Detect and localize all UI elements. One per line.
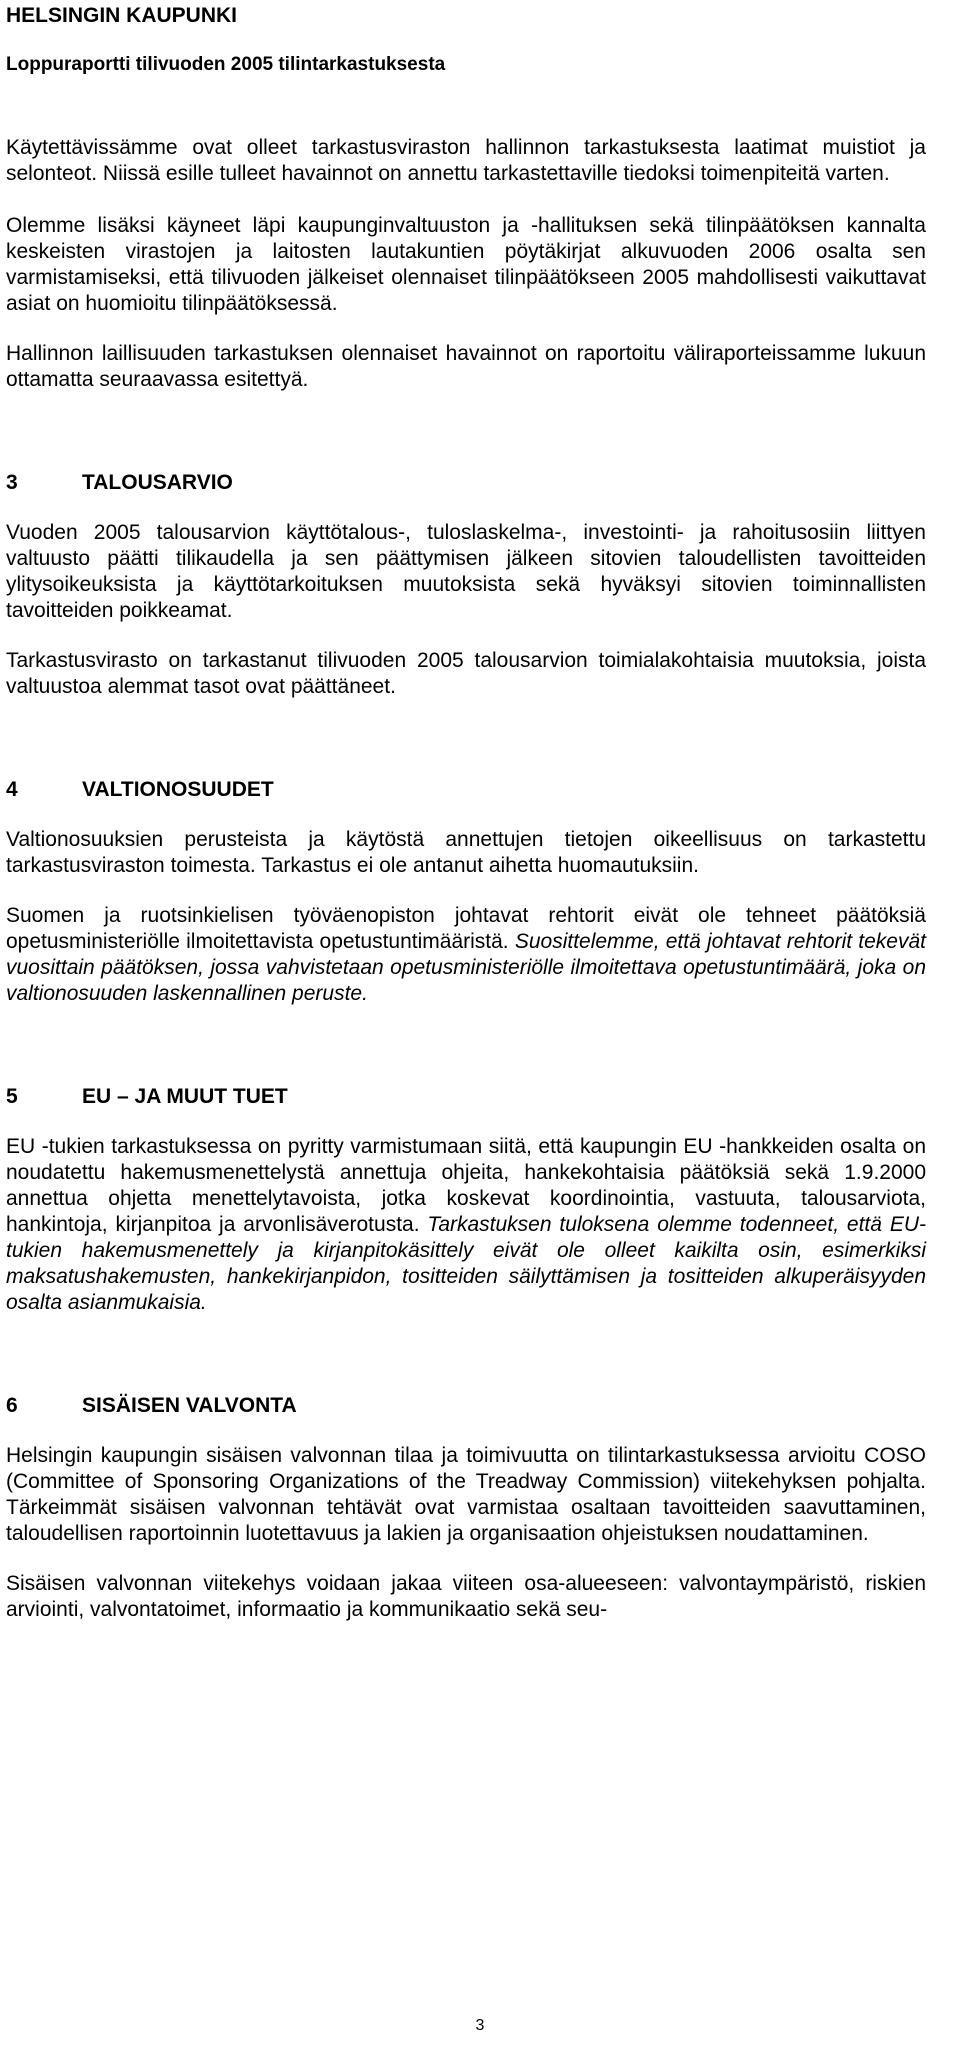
paragraph-text: Suomen ja ruotsinkielisen työväenopiston johtavat rehtorit eivät ole tehneet päätöksiä opetusministeriölle ilmoitettavista opetustuntimääristä.: [6, 904, 926, 953]
recommendation-text: Suosittelemme, että johtavat rehtorit tekevät vuosittain päätöksen, jossa vahvistetaan opetusministeriölle ilmoitettava opetustuntimäärä, joka on valtionosuuden laskennallinen peruste.: [6, 930, 926, 1005]
section-title: SISÄISEN VALVONTA: [82, 1394, 297, 1417]
sisainen-valvonta-paragraph-2: Sisäisen valvonnan viitekehys voidaan jakaa viiteen osa-alueeseen: valvontaympäristö, riskien arviointi, valvontatoimet, informaatio ja kommunikaatio sekä seu-: [6, 1572, 926, 1621]
report-title: Loppuraportti tilivuoden 2005 tilintarkastuksesta: [6, 54, 446, 75]
section-title: VALTIONOSUUDET: [82, 778, 274, 801]
section-heading-talousarvio: [6, 470, 926, 496]
finding-text: Tarkastuksen tuloksena olemme todenneet, että EU-tukien hakemusmenettely ja kirjanpitokäsittely eivät ole olleet kaikilta osin, esimerkiksi maksatushakemusten, hankekirjanpidon, tositteiden säilyttämisen ja tositteiden alkuperäisyyden osalta asianmukaisia.: [6, 1213, 926, 1314]
intro-paragraph-3: Hallinnon laillisuuden tarkastuksen olennaiset havainnot on raportoitu väliraporteissamme lukuun ottamatta seuraavassa esitettyä.: [6, 342, 926, 391]
page-number: 3: [475, 2017, 485, 2034]
section-title: EU – JA MUUT TUET: [82, 1085, 288, 1108]
valtionosuudet-paragraph-1: Valtionosuuksien perusteista ja käytöstä annettujen tietojen oikeellisuus on tarkastettu tarkastusviraston toimesta. Tarkastus ei ole antanut aihetta huomautuksiin.: [6, 828, 926, 877]
section-number: 5: [6, 1085, 18, 1108]
document-body: [6, 135, 926, 1623]
valtionosuudet-paragraph-2: [6, 903, 926, 1007]
talousarvio-paragraph-1: Vuoden 2005 talousarvion käyttötalous-, tuloslaskelma-, investointi- ja rahoitusosiin liittyen valtuusto päätti tilikaudella ja sen päättymisen jälkeen sitovien taloudellisten tavoitteiden ylitysoikeuksista ja käyttötarkoituksen muutoksista sekä hyväksyi sitovien toiminnallisten tavoitteiden poikkeamat.: [6, 521, 926, 622]
section-title: TALOUSARVIO: [82, 471, 233, 494]
section-heading-valtionosuudet: [6, 777, 926, 803]
eu-tuet-paragraph-1: [6, 1134, 926, 1316]
intro-paragraph-2: Olemme lisäksi käyneet läpi kaupunginvaltuuston ja -hallituksen sekä tilinpäätöksen kannalta keskeisten virastojen ja laitosten lautakuntien pöytäkirjat alkuvuoden 2006 osalta sen varmistamiseksi, että tilivuoden jälkeiset olennaiset tilinpäätökseen 2005 mahdollisesti vaikuttavat asiat on huomioitu tilinpäätöksessä.: [6, 214, 926, 315]
talousarvio-paragraph-2: Tarkastusvirasto on tarkastanut tilivuoden 2005 talousarvion toimialakohtaisia muutoksia, joista valtuustoa alemmat tasot ovat päättäneet.: [6, 649, 926, 698]
section-heading-sisainen-valvonta: [6, 1393, 926, 1419]
document-header: [6, 0, 926, 77]
sisainen-valvonta-paragraph-1: Helsingin kaupungin sisäisen valvonnan tilaa ja toimivuutta on tilintarkastuksessa arvioitu COSO (Committee of Sponsoring Organizations of the Treadway Commission) viitekehyksen pohjalta. Tärkeimmät sisäisen valvonnan tehtävät ovat varmistaa osaltaan tavoitteiden saavuttaminen, taloudellisen raportoinnin luotettavuus ja lakien ja organisaation ohjeistuksen noudattaminen.: [6, 1444, 926, 1545]
section-heading-eu-tuet: [6, 1084, 926, 1110]
section-number: 6: [6, 1394, 18, 1417]
paragraph-text: EU -tukien tarkastuksessa on pyritty varmistumaan siitä, että kaupungin EU -hankkeiden osalta on noudatettu hakemusmenettelystä annettuja ohjeita, hankekohtaisia päätöksiä sekä 1.9.2000 annettua ohjetta menettelytavoista, jotka koskevat koordinointia, vastuuta, talousarviota, hankintoja, kirjanpitoa ja arvonlisäverotusta.: [6, 1135, 926, 1236]
intro-paragraph-1: Käytettävissämme ovat olleet tarkastusviraston hallinnon tarkastuksesta laatimat muistiot ja selonteot. Niissä esille tulleet havainnot on annettu tarkastettaville tiedoksi toimenpiteitä varten.: [6, 136, 926, 185]
section-number: 3: [6, 471, 18, 494]
section-number: 4: [6, 778, 18, 801]
organization-name: HELSINGIN KAUPUNKI: [6, 4, 238, 27]
